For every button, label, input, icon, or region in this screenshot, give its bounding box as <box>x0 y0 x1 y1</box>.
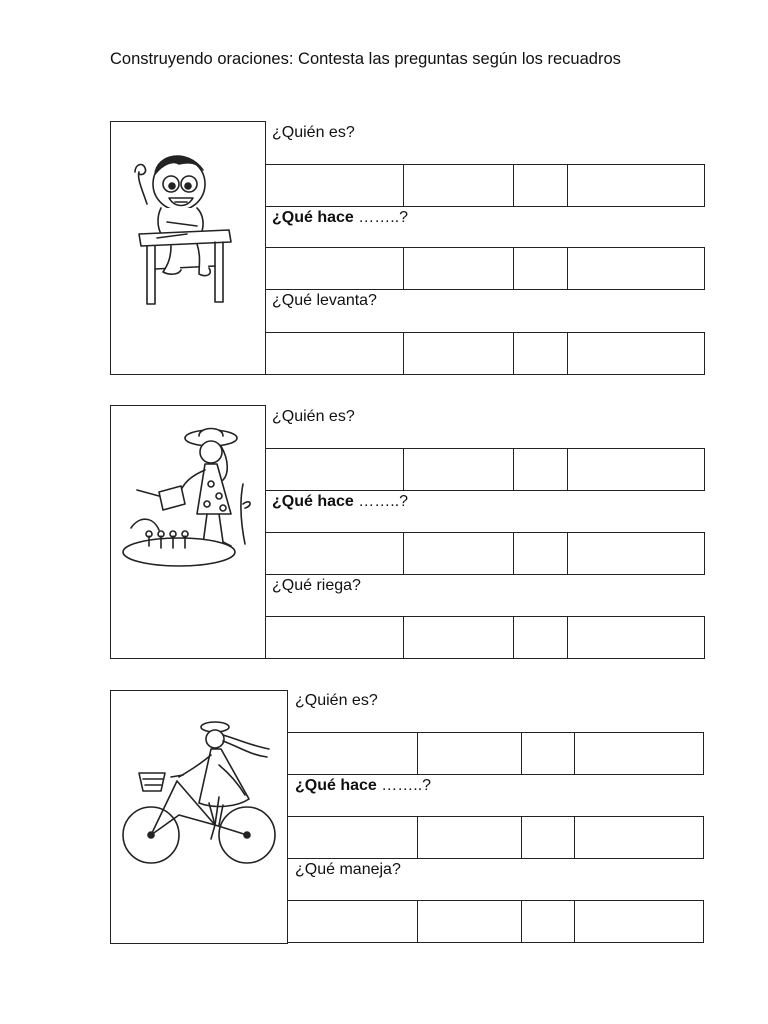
answer-box[interactable] <box>521 900 575 943</box>
section-2-question-who: ¿Quién es? <box>272 408 355 425</box>
answer-box[interactable] <box>403 532 514 575</box>
question-dots: ……..? <box>353 493 409 510</box>
boy-at-desk-icon <box>127 134 247 314</box>
answer-box[interactable] <box>403 332 514 375</box>
answer-box[interactable] <box>513 247 568 290</box>
girl-riding-bicycle-icon <box>119 715 279 875</box>
answer-box[interactable] <box>265 247 404 290</box>
section-2-answer-row-2 <box>265 532 704 575</box>
answer-box[interactable] <box>574 816 704 859</box>
section-1-answer-row-3 <box>265 332 704 375</box>
answer-box[interactable] <box>567 616 705 659</box>
answer-box[interactable] <box>567 448 705 491</box>
answer-box[interactable] <box>521 732 575 775</box>
answer-box[interactable] <box>265 332 404 375</box>
answer-box[interactable] <box>287 732 418 775</box>
answer-box[interactable] <box>265 164 404 207</box>
section-3-answer-row-2 <box>287 816 703 859</box>
section-2-answer-row-1 <box>265 448 704 491</box>
section-3-question-what-does <box>295 777 431 795</box>
answer-box[interactable] <box>265 532 404 575</box>
answer-box[interactable] <box>521 816 575 859</box>
answer-box[interactable] <box>417 732 522 775</box>
section-1-answer-row-2 <box>265 247 704 290</box>
section-2-answer-row-3 <box>265 616 704 659</box>
answer-box[interactable] <box>513 164 568 207</box>
answer-box[interactable] <box>513 532 568 575</box>
question-bold-part: ¿Qué hace <box>272 209 354 226</box>
question-dots: ……..? <box>376 777 432 794</box>
answer-box[interactable] <box>567 532 705 575</box>
section-1-picture-box <box>110 121 266 375</box>
question-bold-part: ¿Qué hace <box>295 777 377 794</box>
answer-box[interactable] <box>417 816 522 859</box>
answer-box[interactable] <box>265 616 404 659</box>
question-dots: ……..? <box>353 209 409 226</box>
answer-box[interactable] <box>513 616 568 659</box>
section-1-question-what-does <box>272 209 408 227</box>
section-1-answer-row-1 <box>265 164 704 207</box>
answer-box[interactable] <box>265 448 404 491</box>
worksheet-title: Construyendo oraciones: Contesta las preguntas según los recuadros <box>110 50 621 68</box>
answer-box[interactable] <box>567 164 705 207</box>
answer-box[interactable] <box>513 448 568 491</box>
section-1-question-what-object: ¿Qué levanta? <box>272 292 377 309</box>
section-2-picture-box <box>110 405 266 659</box>
answer-box[interactable] <box>567 332 705 375</box>
section-3-answer-row-3 <box>287 900 703 943</box>
section-2-question-what-does <box>272 493 408 511</box>
answer-box[interactable] <box>574 900 704 943</box>
answer-box[interactable] <box>403 247 514 290</box>
section-2-question-what-object: ¿Qué riega? <box>272 577 361 594</box>
section-3-picture-box <box>110 690 288 944</box>
girl-watering-garden-icon <box>119 424 259 574</box>
question-bold-part: ¿Qué hace <box>272 493 354 510</box>
section-1-question-who: ¿Quién es? <box>272 124 355 141</box>
answer-box[interactable] <box>417 900 522 943</box>
answer-box[interactable] <box>403 616 514 659</box>
answer-box[interactable] <box>574 732 704 775</box>
answer-box[interactable] <box>403 164 514 207</box>
answer-box[interactable] <box>287 816 418 859</box>
section-3-question-who: ¿Quién es? <box>295 692 378 709</box>
answer-box[interactable] <box>567 247 705 290</box>
section-3-answer-row-1 <box>287 732 703 775</box>
answer-box[interactable] <box>513 332 568 375</box>
section-3-question-what-object: ¿Qué maneja? <box>295 861 401 878</box>
answer-box[interactable] <box>403 448 514 491</box>
answer-box[interactable] <box>287 900 418 943</box>
